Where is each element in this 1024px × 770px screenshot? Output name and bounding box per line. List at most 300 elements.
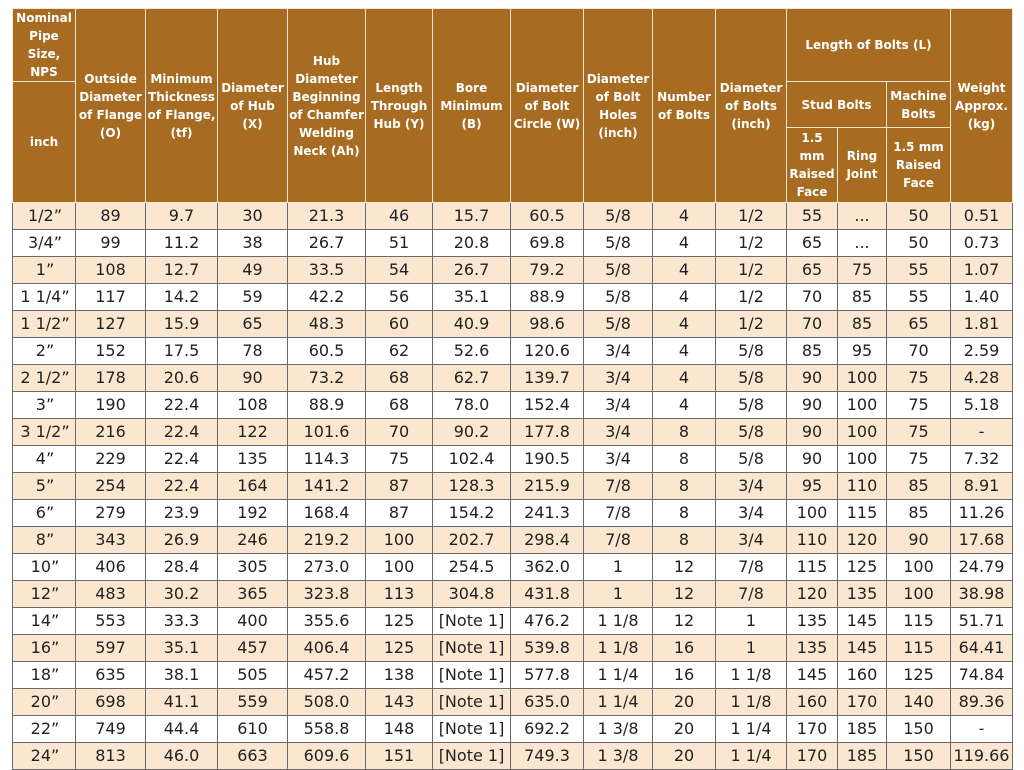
table-cell: 1.81 [951, 311, 1013, 338]
table-cell: 3/4 [584, 419, 653, 446]
table-row [13, 338, 1013, 365]
table-cell: 152 [76, 338, 146, 365]
table-cell: 508.0 [288, 689, 366, 716]
table-cell: 1 1/4 [716, 716, 787, 743]
table-cell: [Note 1] [433, 689, 511, 716]
table-cell: 5/8 [716, 419, 787, 446]
table-cell: 3/4 [584, 338, 653, 365]
table-cell: 177.8 [511, 419, 584, 446]
table-cell: 46.0 [146, 743, 218, 770]
table-cell: 24.79 [951, 554, 1013, 581]
table-cell: 117 [76, 284, 146, 311]
header-min-thickness: Minimum Thickness of Flange, (tf) [146, 9, 218, 203]
table-cell: 7.32 [951, 446, 1013, 473]
table-cell: 100 [838, 392, 887, 419]
table-cell: 85 [787, 338, 838, 365]
table-cell: 1 1/8 [716, 689, 787, 716]
table-cell: 4.28 [951, 365, 1013, 392]
table-cell: 0.73 [951, 230, 1013, 257]
table-cell: 1 3/8 [584, 716, 653, 743]
table-cell: 125 [366, 608, 433, 635]
table-cell: - [951, 419, 1013, 446]
table-cell: 20.6 [146, 365, 218, 392]
table-cell: 120 [838, 527, 887, 554]
table-cell: 1 [584, 581, 653, 608]
table-cell: 26.9 [146, 527, 218, 554]
table-cell: 5.18 [951, 392, 1013, 419]
header-machine-raised-face: 1.5 mm Raised Face [887, 128, 951, 203]
table-cell: 59 [218, 284, 288, 311]
table-cell: 5/8 [716, 338, 787, 365]
table-cell: 476.2 [511, 608, 584, 635]
table-cell: 3” [13, 392, 76, 419]
table-cell: 1 1/8 [584, 608, 653, 635]
table-cell: 749.3 [511, 743, 584, 770]
table-cell: 14.2 [146, 284, 218, 311]
table-cell: 18” [13, 662, 76, 689]
table-cell: 20 [653, 716, 716, 743]
table-cell: 8” [13, 527, 76, 554]
table-cell: 4 [653, 392, 716, 419]
table-cell: 431.8 [511, 581, 584, 608]
table-cell: 229 [76, 446, 146, 473]
table-cell: 145 [787, 662, 838, 689]
table-cell: 406.4 [288, 635, 366, 662]
table-row [13, 230, 1013, 257]
table-cell: 202.7 [433, 527, 511, 554]
header-weight: Weight Approx. (kg) [951, 9, 1013, 203]
table-cell: 3 1/2” [13, 419, 76, 446]
table-cell: 1 [716, 608, 787, 635]
table-cell: - [951, 716, 1013, 743]
table-cell: 148 [366, 716, 433, 743]
table-cell: 89.36 [951, 689, 1013, 716]
table-row [13, 635, 1013, 662]
table-cell: 14” [13, 608, 76, 635]
table-cell: 2.59 [951, 338, 1013, 365]
table-cell: 135 [218, 446, 288, 473]
table-cell: 85 [887, 500, 951, 527]
table-cell: 3/4 [716, 527, 787, 554]
table-cell: 17.68 [951, 527, 1013, 554]
table-cell: 145 [838, 635, 887, 662]
table-cell: 35.1 [433, 284, 511, 311]
table-cell: 44.4 [146, 716, 218, 743]
table-cell: 100 [787, 500, 838, 527]
table-row [13, 500, 1013, 527]
table-cell: 62 [366, 338, 433, 365]
table-cell: 90 [787, 446, 838, 473]
header-inch: inch [13, 82, 76, 203]
table-cell: 38.98 [951, 581, 1013, 608]
table-cell: 11.2 [146, 230, 218, 257]
table-cell: 692.2 [511, 716, 584, 743]
table-cell: 75 [887, 419, 951, 446]
table-cell: 190.5 [511, 446, 584, 473]
table-cell: 8 [653, 527, 716, 554]
table-row [13, 284, 1013, 311]
table-cell: 141.2 [288, 473, 366, 500]
table-row [13, 365, 1013, 392]
table-cell: 22” [13, 716, 76, 743]
table-cell: [Note 1] [433, 716, 511, 743]
table-cell: 108 [76, 257, 146, 284]
table-cell: 4 [653, 338, 716, 365]
table-cell: 89 [76, 203, 146, 230]
table-cell: 5/8 [584, 284, 653, 311]
table-cell: 1” [13, 257, 76, 284]
table-cell: 1 [584, 554, 653, 581]
table-cell: 75 [887, 392, 951, 419]
table-cell: 154.2 [433, 500, 511, 527]
table-cell: 68 [366, 365, 433, 392]
table-cell: 15.7 [433, 203, 511, 230]
table-cell: 115 [838, 500, 887, 527]
table-cell: 813 [76, 743, 146, 770]
table-cell: 100 [838, 446, 887, 473]
table-cell: 3/4 [584, 365, 653, 392]
table-cell: 62.7 [433, 365, 511, 392]
table-cell: 127 [76, 311, 146, 338]
table-cell: 457 [218, 635, 288, 662]
table-cell: 12 [653, 581, 716, 608]
table-row [13, 554, 1013, 581]
table-cell: 125 [887, 662, 951, 689]
table-cell: 1/2 [716, 230, 787, 257]
table-row [13, 527, 1013, 554]
table-cell: 110 [838, 473, 887, 500]
table-cell: 50 [887, 203, 951, 230]
table-row [13, 581, 1013, 608]
table-cell: 90 [218, 365, 288, 392]
table-row [13, 311, 1013, 338]
table-cell: 305 [218, 554, 288, 581]
table-cell: 5/8 [716, 392, 787, 419]
table-cell: 1/2 [716, 203, 787, 230]
header-nps: Nominal Pipe Size, NPS [13, 9, 76, 82]
table-cell: 30 [218, 203, 288, 230]
table-cell: 160 [838, 662, 887, 689]
table-cell: 70 [887, 338, 951, 365]
table-cell: 5/8 [584, 230, 653, 257]
table-cell: 170 [787, 716, 838, 743]
table-cell: 100 [838, 365, 887, 392]
table-cell: 362.0 [511, 554, 584, 581]
header-stud-raised-face: 1.5 mm Raised Face [787, 128, 838, 203]
table-cell: 7/8 [716, 581, 787, 608]
table-cell: 254 [76, 473, 146, 500]
table-cell: 51.71 [951, 608, 1013, 635]
table-cell: 55 [887, 284, 951, 311]
table-cell: 192 [218, 500, 288, 527]
table-cell: 100 [366, 554, 433, 581]
table-row [13, 716, 1013, 743]
table-cell: 6” [13, 500, 76, 527]
table-cell: 138 [366, 662, 433, 689]
table-cell: 298.4 [511, 527, 584, 554]
table-cell: 88.9 [288, 392, 366, 419]
header-stud-bolts: Stud Bolts [787, 82, 887, 128]
table-cell: 5” [13, 473, 76, 500]
table-cell: 170 [787, 743, 838, 770]
header-bolt-length: Length of Bolts (L) [787, 9, 951, 82]
table-cell: 30.2 [146, 581, 218, 608]
table-cell: 241.3 [511, 500, 584, 527]
table-cell: 1 3/8 [584, 743, 653, 770]
header-length-through-hub: Length Through Hub (Y) [366, 9, 433, 203]
table-cell: 98.6 [511, 311, 584, 338]
table-cell: 145 [838, 608, 887, 635]
header-bore-minimum: Bore Minimum (B) [433, 9, 511, 203]
table-cell: 597 [76, 635, 146, 662]
table-cell: 65 [218, 311, 288, 338]
table-cell: 12” [13, 581, 76, 608]
table-cell: 46 [366, 203, 433, 230]
table-cell: 3/4” [13, 230, 76, 257]
table-cell: 2” [13, 338, 76, 365]
table-cell: 135 [787, 635, 838, 662]
table-cell: 16” [13, 635, 76, 662]
table-cell: 1 1/8 [716, 662, 787, 689]
table-cell: 178 [76, 365, 146, 392]
table-cell: 5/8 [584, 311, 653, 338]
table-cell: 1.40 [951, 284, 1013, 311]
table-cell: 4” [13, 446, 76, 473]
table-cell: [Note 1] [433, 743, 511, 770]
header-machine-bolts: Machine Bolts [887, 82, 951, 128]
table-cell: 100 [887, 581, 951, 608]
table-cell: 10” [13, 554, 76, 581]
table-cell: 115 [887, 608, 951, 635]
table-cell: 185 [838, 743, 887, 770]
table-row [13, 662, 1013, 689]
table-cell: 400 [218, 608, 288, 635]
table-cell: 51 [366, 230, 433, 257]
table-cell: 49 [218, 257, 288, 284]
table-cell: 90.2 [433, 419, 511, 446]
table-cell: 152.4 [511, 392, 584, 419]
table-cell: 7/8 [584, 527, 653, 554]
table-cell: 68 [366, 392, 433, 419]
header-bolt-circle: Diameter of Bolt Circle (W) [511, 9, 584, 203]
table-cell: 215.9 [511, 473, 584, 500]
table-cell: 279 [76, 500, 146, 527]
table-cell: 143 [366, 689, 433, 716]
table-cell: 95 [838, 338, 887, 365]
table-cell: 21.3 [288, 203, 366, 230]
table-cell: 100 [887, 554, 951, 581]
table-row [13, 419, 1013, 446]
table-cell: 12 [653, 554, 716, 581]
header-number-of-bolts: Number of Bolts [653, 9, 716, 203]
table-cell: 115 [787, 554, 838, 581]
table-cell: 4 [653, 311, 716, 338]
table-cell: 69.8 [511, 230, 584, 257]
table-cell: 406 [76, 554, 146, 581]
table-cell: 95 [787, 473, 838, 500]
table-cell: 79.2 [511, 257, 584, 284]
header-hub-chamfer: Hub Diameter Beginning of Chamfer Welding Neck (Ah) [288, 9, 366, 203]
table-cell: 343 [76, 527, 146, 554]
table-cell: 1 1/4” [13, 284, 76, 311]
table-cell: 3/4 [584, 392, 653, 419]
table-body [13, 203, 1013, 770]
table-cell: 5/8 [584, 203, 653, 230]
table-cell: 168.4 [288, 500, 366, 527]
table-cell: 55 [887, 257, 951, 284]
table-cell: 7/8 [584, 500, 653, 527]
table-cell: 457.2 [288, 662, 366, 689]
table-row [13, 689, 1013, 716]
table-cell: 273.0 [288, 554, 366, 581]
table-cell: 87 [366, 473, 433, 500]
table-cell: 5/8 [716, 365, 787, 392]
table-cell: 8 [653, 500, 716, 527]
table-cell: 12.7 [146, 257, 218, 284]
table-cell: 1 [716, 635, 787, 662]
table-cell: 1/2 [716, 257, 787, 284]
table-cell: 216 [76, 419, 146, 446]
table-row [13, 392, 1013, 419]
table-cell: 114.3 [288, 446, 366, 473]
table-cell: 1/2” [13, 203, 76, 230]
table-cell: 87 [366, 500, 433, 527]
table-cell: 4 [653, 203, 716, 230]
table-cell: 40.9 [433, 311, 511, 338]
header-bolt-holes: Diameter of Bolt Holes (inch) [584, 9, 653, 203]
table-cell: 483 [76, 581, 146, 608]
table-cell: 8.91 [951, 473, 1013, 500]
table-cell: 90 [887, 527, 951, 554]
table-cell: 113 [366, 581, 433, 608]
table-cell: 663 [218, 743, 288, 770]
table-cell: 1 1/4 [716, 743, 787, 770]
table-cell: 1/2 [716, 311, 787, 338]
table-cell: 26.7 [288, 230, 366, 257]
table-cell: 2 1/2” [13, 365, 76, 392]
table-cell: 78 [218, 338, 288, 365]
table-cell: 110 [787, 527, 838, 554]
table-cell: 90 [787, 419, 838, 446]
table-cell: 558.8 [288, 716, 366, 743]
table-row [13, 743, 1013, 770]
table-cell: 26.7 [433, 257, 511, 284]
table-cell: 102.4 [433, 446, 511, 473]
table-cell: 304.8 [433, 581, 511, 608]
table-cell: 0.51 [951, 203, 1013, 230]
table-cell: 7/8 [716, 554, 787, 581]
table-cell: 12 [653, 608, 716, 635]
table-cell: 4 [653, 230, 716, 257]
table-cell: 74.84 [951, 662, 1013, 689]
table-cell: 48.3 [288, 311, 366, 338]
table-cell: 553 [76, 608, 146, 635]
table-cell: 135 [838, 581, 887, 608]
table-cell: 160 [787, 689, 838, 716]
header-hub-diameter: Diameter of Hub (X) [218, 9, 288, 203]
table-cell: [Note 1] [433, 608, 511, 635]
table-cell: 150 [887, 716, 951, 743]
table-cell: 99 [76, 230, 146, 257]
table-row [13, 608, 1013, 635]
table-cell: 56 [366, 284, 433, 311]
flange-dimensions-table [12, 8, 1013, 770]
header-bolt-diameter: Diameter of Bolts (inch) [716, 9, 787, 203]
table-cell: 70 [787, 311, 838, 338]
table-cell: 125 [838, 554, 887, 581]
table-cell: 33.3 [146, 608, 218, 635]
table-cell: ... [838, 230, 887, 257]
table-cell: 65 [787, 257, 838, 284]
table-cell: 17.5 [146, 338, 218, 365]
table-cell: 190 [76, 392, 146, 419]
table-cell: 90 [787, 392, 838, 419]
table-cell: 100 [366, 527, 433, 554]
table-cell: 11.26 [951, 500, 1013, 527]
table-cell: 3/4 [716, 500, 787, 527]
table-cell: 65 [887, 311, 951, 338]
table-cell: 4 [653, 365, 716, 392]
table-cell: 70 [787, 284, 838, 311]
table-cell: 559 [218, 689, 288, 716]
table-cell: 101.6 [288, 419, 366, 446]
table-cell: 7/8 [584, 473, 653, 500]
header-outside-diameter: Outside Diameter of Flange (O) [76, 9, 146, 203]
table-cell: 41.1 [146, 689, 218, 716]
table-cell: 60.5 [288, 338, 366, 365]
table-cell: 140 [887, 689, 951, 716]
table-cell: 1 1/2” [13, 311, 76, 338]
table-cell: 52.6 [433, 338, 511, 365]
table-cell: 20 [653, 689, 716, 716]
table-cell: 85 [887, 473, 951, 500]
table-cell: 85 [838, 311, 887, 338]
table-cell: 125 [366, 635, 433, 662]
table-cell: 120.6 [511, 338, 584, 365]
table-cell: 35.1 [146, 635, 218, 662]
table-cell: 219.2 [288, 527, 366, 554]
table-cell: 539.8 [511, 635, 584, 662]
table-cell: 609.6 [288, 743, 366, 770]
table-cell: 254.5 [433, 554, 511, 581]
table-cell: 115 [887, 635, 951, 662]
table-cell: 185 [838, 716, 887, 743]
table-cell: 323.8 [288, 581, 366, 608]
table-cell: 50 [887, 230, 951, 257]
table-cell: 139.7 [511, 365, 584, 392]
table-cell: 23.9 [146, 500, 218, 527]
table-header [13, 9, 1013, 203]
table-cell: 610 [218, 716, 288, 743]
table-cell: 1 1/4 [584, 689, 653, 716]
table-cell: 22.4 [146, 446, 218, 473]
table-cell: 54 [366, 257, 433, 284]
table-cell: 698 [76, 689, 146, 716]
table-cell: 164 [218, 473, 288, 500]
table-cell: 75 [838, 257, 887, 284]
table-cell: 22.4 [146, 419, 218, 446]
table-cell: 3/4 [716, 473, 787, 500]
table-cell: 24” [13, 743, 76, 770]
table-cell: 75 [366, 446, 433, 473]
table-cell: 85 [838, 284, 887, 311]
table-cell: 151 [366, 743, 433, 770]
table-cell: 75 [887, 446, 951, 473]
table-cell: 20.8 [433, 230, 511, 257]
table-cell: 22.4 [146, 392, 218, 419]
table-cell: ... [838, 203, 887, 230]
table-cell: 75 [887, 365, 951, 392]
